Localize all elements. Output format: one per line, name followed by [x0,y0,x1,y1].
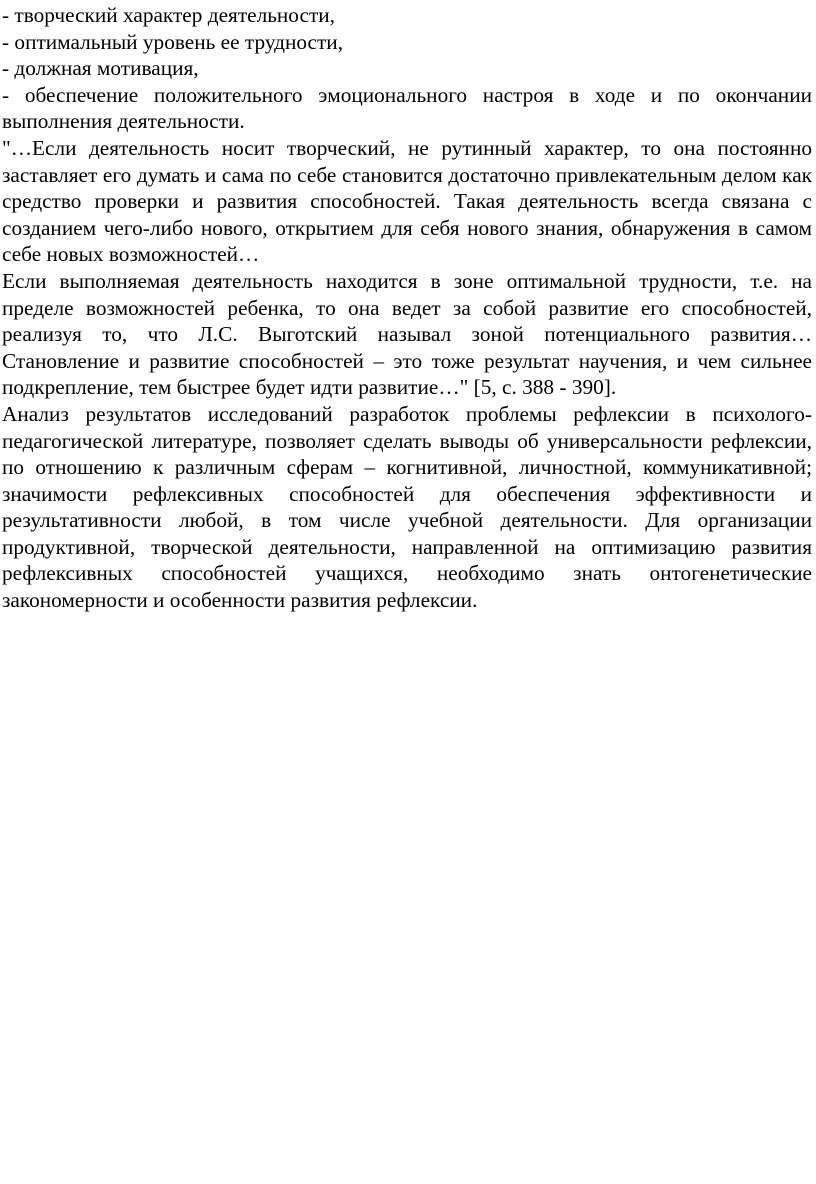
paragraph-reflection-analysis: Анализ результатов исследований разработок проблемы рефлексии в психолого-педагогической литературе, позволяет сделать выводы об универсальности рефлексии, по отношению к различным сферам – когнитивной, личностной, коммуникативной; значимости рефлексивных способностей для обеспечения эффективности и результативности любой, в том числе учебной деятельности. Для организации продуктивной, творческой деятельности, направленной на оптимизацию развития рефлексивных способностей учащихся, необходимо знать онтогенетические закономерности и особенности развития рефлексии. [2,401,812,613]
paragraph-optimal-difficulty-quote: Если выполняемая деятельность находится в зоне оптимальной трудности, т.е. на пределе возможностей ребенка, то она ведет за собой развитие его способностей, реализуя то, что Л.С. Выготский называл зоной потенциального развития… Становление и развитие способностей – это тоже результат научения, и чем сильнее подкрепление, тем быстрее будет идти развитие…" [5, с. 388 - 390]. [2,268,812,400]
document-text [2,2,812,614]
paragraph-creative-activity-quote: "…Если деятельность носит творческий, не рутинный характер, то она постоянно заставляет его думать и сама по себе становится достаточно привлекательным делом как средство проверки и развития способностей. Такая деятельность всегда связана с созданием чего-либо нового, открытием для себя нового знания, обнаружения в самом себе новых возможностей… [2,135,812,267]
list-item-positive-mood: - обеспечение положительного эмоционального настроя в ходе и по окончании выполнения деятельности. [2,82,812,134]
list-item-optimal-difficulty: - оптимальный уровень ее трудности, [2,29,344,54]
list-item-creative-character: - творческий характер деятельности, [2,3,335,27]
list-item-motivation: - должная мотивация, [2,56,199,81]
